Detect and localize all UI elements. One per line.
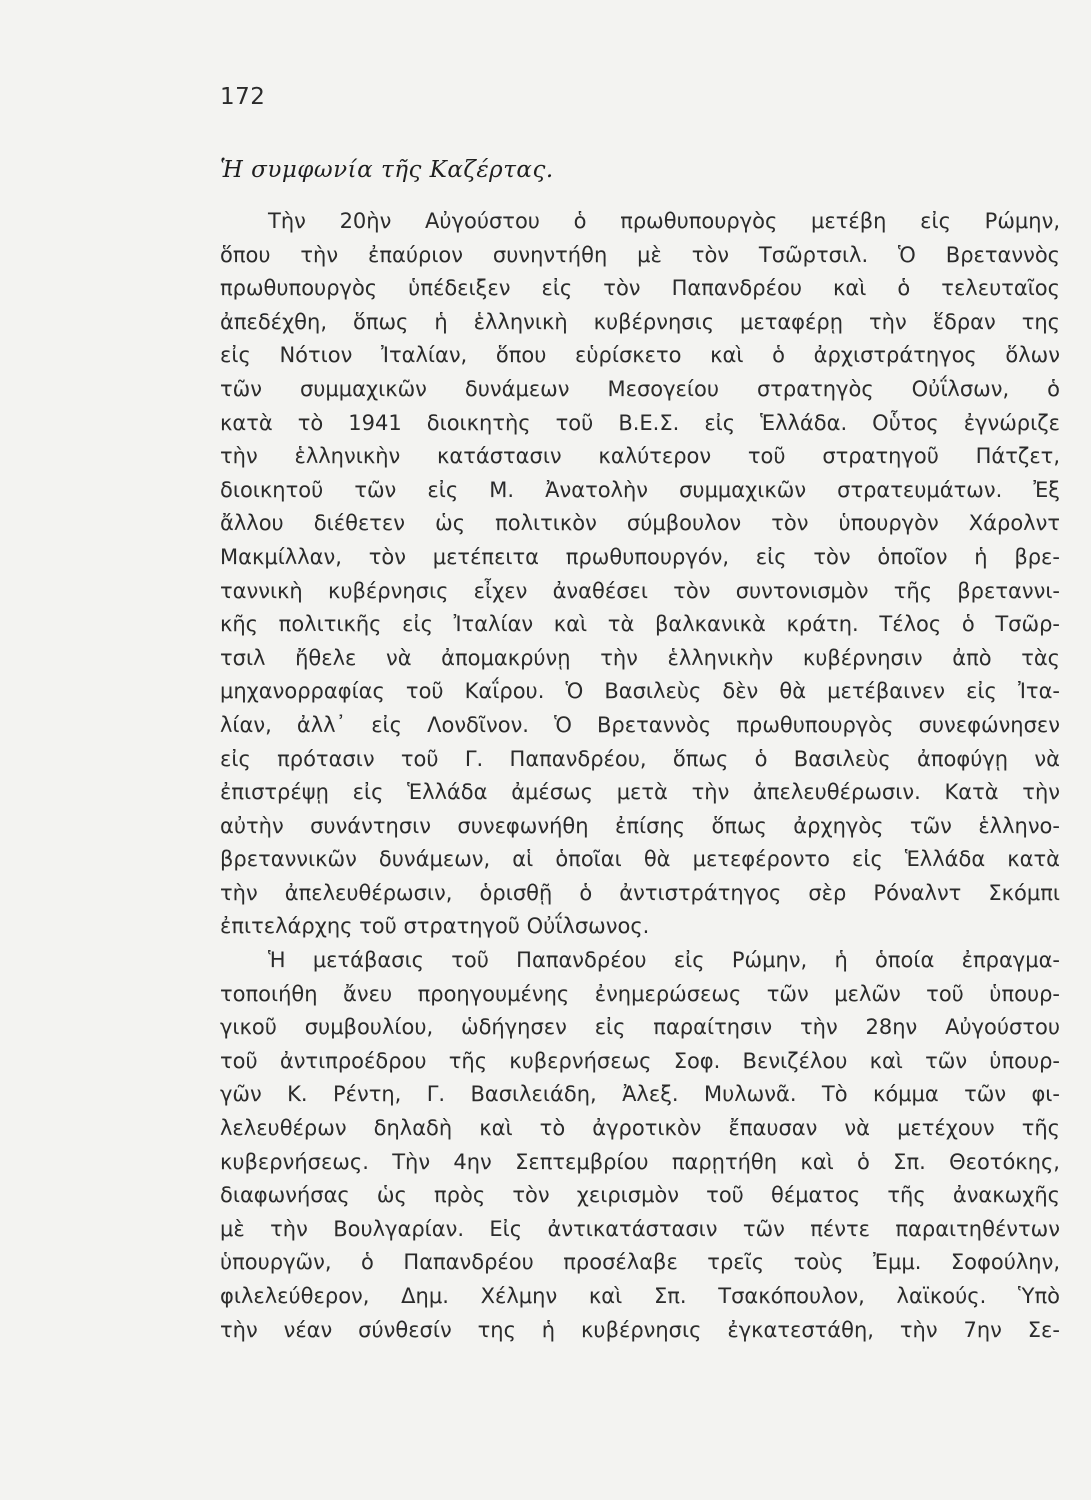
page-number: 172	[220, 84, 266, 110]
text-line: κῆς πολιτικῆς εἰς Ἰταλίαν καὶ τὰ βαλκανικὰ κράτη. Τέλος ὁ Τσῶρ-	[220, 612, 1060, 637]
text-line: μὲ τὴν Βουλγαρίαν. Εἰς ἀντικατάστασιν τῶν πέντε παραιτηθέντων	[220, 1216, 1060, 1241]
section-title: Ἡ συμφωνία τῆς Καζέρτας.	[220, 157, 554, 183]
text-line: κατὰ τὸ 1941 διοικητὴς τοῦ Β.Ε.Σ. εἰς Ἑλλάδα. Οὗτος ἐγνώριζε	[220, 410, 1060, 435]
text-line: βρεταννικῶν δυνάμεων, αἱ ὁποῖαι θὰ μετεφέροντο εἰς Ἑλλάδα κατὰ	[220, 847, 1060, 872]
text-line: αὐτὴν συνάντησιν συνεφωνήθη ἐπίσης ὅπως ἀρχηγὸς τῶν ἑλληνο-	[220, 813, 1060, 838]
text-line: Ἡ μετάβασις τοῦ Παπανδρέου εἰς Ρώμην, ἡ ὁποία ἐπραγμα-	[268, 948, 1060, 973]
text-line: ὑπουργῶν, ὁ Παπανδρέου προσέλαβε τρεῖς τοὺς Ἐμμ. Σοφούλην,	[220, 1250, 1060, 1275]
body-text	[220, 205, 1060, 1347]
text-line: λίαν, ἀλλ᾽ εἰς Λονδῖνον. Ὁ Βρεταννὸς πρωθυπουργὸς συνεφώνησεν	[220, 712, 1060, 737]
text-line: ὅπου τὴν ἐπαύριον συνηντήθη μὲ τὸν Τσῶρτσιλ. Ὁ Βρεταννὸς	[220, 242, 1060, 267]
text-line: διοικητοῦ τῶν εἰς Μ. Ἀνατολὴν συμμαχικῶν στρατευμάτων. Ἐξ	[220, 477, 1060, 502]
text-line: Τὴν 20ὴν Αὐγούστου ὁ πρωθυπουργὸς μετέβη εἰς Ρώμην,	[268, 209, 1060, 233]
text-line: φιλελεύθερον, Δημ. Χέλμην καὶ Σπ. Τσακόπουλον, λαϊκούς. Ὑπὸ	[220, 1284, 1060, 1308]
text-line: εἰς πρότασιν τοῦ Γ. Παπανδρέου, ὅπως ὁ Βασιλεὺς ἀποφύγῃ νὰ	[220, 746, 1060, 771]
text-line: λελευθέρων δηλαδὴ καὶ τὸ ἀγροτικὸν ἔπαυσαν νὰ μετέχουν τῆς	[220, 1116, 1060, 1141]
text-line: ἄλλου διέθετεν ὡς πολιτικὸν σύμβουλον τὸν ὑπουργὸν Χάρολντ	[220, 511, 1060, 536]
text-line: τὴν ἑλληνικὴν κατάστασιν καλύτερον τοῦ στρατηγοῦ Πάτζετ,	[220, 444, 1060, 469]
text-line: πρωθυπουργὸς ὑπέδειξεν εἰς τὸν Παπανδρέου καὶ ὁ τελευταῖος	[220, 276, 1060, 301]
text-line: τὴν ἀπελευθέρωσιν, ὁρισθῇ ὁ ἀντιστράτηγος σὲρ Ρόναλντ Σκόμπι	[220, 880, 1060, 905]
text-line: τὴν νέαν σύνθεσίν της ἡ κυβέρνησις ἐγκατεστάθη, τὴν 7ην Σε-	[220, 1317, 1060, 1342]
text-line: Μακμίλλαν, τὸν μετέπειτα πρωθυπουργόν, εἰς τὸν ὁποῖον ἡ βρε-	[220, 544, 1060, 569]
text-line: τῶν συμμαχικῶν δυνάμεων Μεσογείου στρατηγὸς Οὐΐλσων, ὁ	[220, 376, 1060, 401]
text-line: ἐπιστρέψῃ εἰς Ἑλλάδα ἀμέσως μετὰ τὴν ἀπελευθέρωσιν. Κατὰ τὴν	[220, 780, 1060, 805]
text-line: διαφωνήσας ὡς πρὸς τὸν χειρισμὸν τοῦ θέματος τῆς ἀνακωχῆς	[220, 1183, 1060, 1208]
paragraph	[220, 205, 1060, 944]
text-line: ταννικὴ κυβέρνησις εἶχεν ἀναθέσει τὸν συντονισμὸν τῆς βρεταννι-	[220, 578, 1060, 603]
text-line: κυβερνήσεως. Τὴν 4ην Σεπτεμβρίου παρῃτήθη καὶ ὁ Σπ. Θεοτόκης,	[220, 1149, 1060, 1174]
paragraph	[220, 944, 1060, 1347]
text-line: μηχανορραφίας τοῦ Καΐρου. Ὁ Βασιλεὺς δὲν θὰ μετέβαινεν εἰς Ἰτα-	[220, 679, 1060, 704]
text-line: εἰς Νότιον Ἰταλίαν, ὅπου εὑρίσκετο καὶ ὁ ἀρχιστράτηγος ὅλων	[220, 343, 1060, 368]
text-line: γικοῦ συμβουλίου, ὡδήγησεν εἰς παραίτησιν τὴν 28ην Αὐγούστου	[220, 1015, 1060, 1040]
text-line: ἐπιτελάρχης τοῦ στρατηγοῦ Οὐΐλσωνος.	[220, 914, 650, 939]
text-line: γῶν Κ. Ρέντη, Γ. Βασιλειάδη, Ἀλεξ. Μυλωνᾶ. Τὸ κόμμα τῶν φι-	[220, 1082, 1060, 1107]
text-line: ἀπεδέχθη, ὅπως ἡ ἑλληνικὴ κυβέρνησις μεταφέρῃ τὴν ἕδραν της	[220, 309, 1060, 334]
text-line: τοποιήθη ἄνευ προηγουμένης ἐνημερώσεως τῶν μελῶν τοῦ ὑπουρ-	[220, 981, 1060, 1006]
text-line: τσιλ ἤθελε νὰ ἀπομακρύνῃ τὴν ἑλληνικὴν κυβέρνησιν ἀπὸ τὰς	[220, 645, 1060, 670]
text-line: τοῦ ἀντιπροέδρου τῆς κυβερνήσεως Σοφ. Βενιζέλου καὶ τῶν ὑπουρ-	[220, 1048, 1060, 1073]
